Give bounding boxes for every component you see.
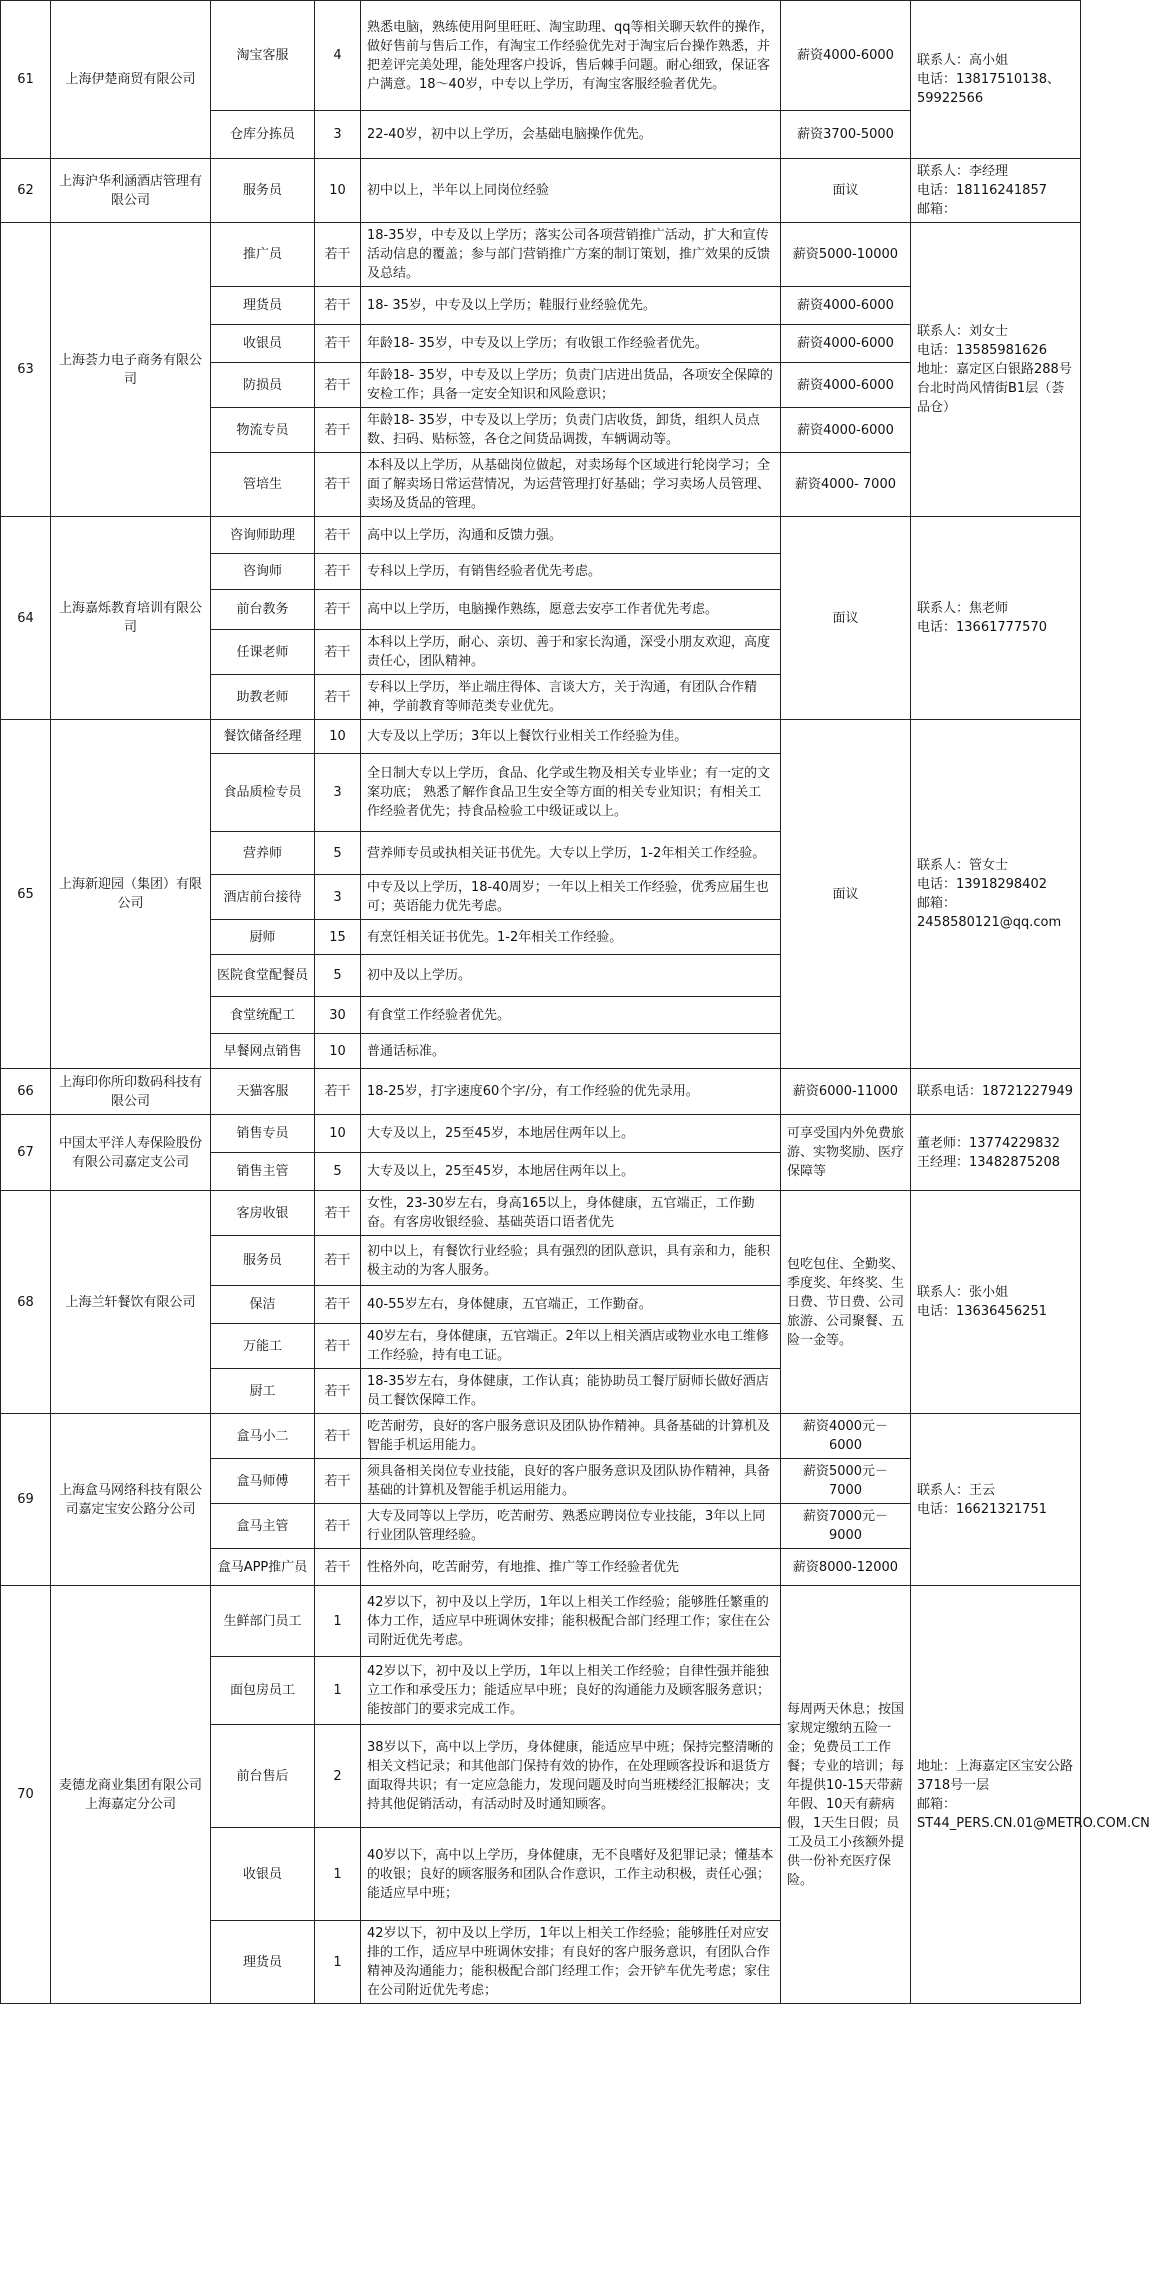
job-count: 若干 [315, 1414, 361, 1459]
company-benefits: 可享受国内外免费旅游、实物奖励、医疗保障等 [781, 1115, 911, 1191]
table-row [1, 223, 1081, 287]
job-count: 1 [315, 1657, 361, 1725]
job-count: 3 [315, 754, 361, 832]
job-count: 3 [315, 875, 361, 920]
job-count: 若干 [315, 1236, 361, 1286]
job-title: 营养师 [211, 832, 315, 875]
company-name: 上海印你所印数码科技有限公司 [51, 1069, 211, 1115]
table-row [1, 720, 1081, 754]
job-requirements: 大专及同等以上学历，吃苦耐劳、熟悉应聘岗位专业技能，3年以上同行业团队管理经验。 [361, 1504, 781, 1549]
job-count: 3 [315, 111, 361, 159]
job-title: 销售专员 [211, 1115, 315, 1153]
job-requirements: 本科以上学历，耐心、亲切、善于和家长沟通，深受小朋友欢迎，高度责任心，团队精神。 [361, 630, 781, 675]
job-salary: 面议 [781, 159, 911, 223]
job-count: 1 [315, 1921, 361, 2004]
job-title: 面包房员工 [211, 1657, 315, 1725]
job-count: 若干 [315, 675, 361, 720]
job-count: 5 [315, 1153, 361, 1191]
job-title: 厨工 [211, 1369, 315, 1414]
job-count: 若干 [315, 223, 361, 287]
table-row [1, 159, 1081, 223]
job-count: 30 [315, 997, 361, 1034]
job-count: 若干 [315, 453, 361, 517]
company-name: 上海嘉烁教育培训有限公司 [51, 517, 211, 720]
company-name: 中国太平洋人寿保险股份有限公司嘉定支公司 [51, 1115, 211, 1191]
job-requirements: 专科以上学历，有销售经验者优先考虑。 [361, 554, 781, 590]
job-requirements: 有烹饪相关证书优先。1-2年相关工作经验。 [361, 920, 781, 955]
job-title: 服务员 [211, 159, 315, 223]
job-title: 医院食堂配餐员 [211, 955, 315, 997]
job-title: 任课老师 [211, 630, 315, 675]
job-requirements: 年龄18- 35岁，中专及以上学历；负责门店收货，卸货，组织人员点数、扫码、贴标签，各仓之间货品调拨，车辆调动等。 [361, 408, 781, 453]
row-number: 67 [1, 1115, 51, 1191]
company-benefits: 每周两天休息；按国家规定缴纳五险一金；免费员工工作餐；专业的培训；每年提供10-15天带薪年假、10天有薪病假，1天生日假；员工及员工小孩额外提供一份补充医疗保险。 [781, 1586, 911, 2004]
row-number: 64 [1, 517, 51, 720]
job-requirements: 熟悉电脑，熟练使用阿里旺旺、淘宝助理、qq等相关聊天软件的操作，做好售前与售后工作，有淘宝工作经验优先对于淘宝后台操作熟悉，并把差评完美处理，能处理客户投诉，售后棘手问题。耐心细致，保证客户满意。18～40岁，中专以上学历，有淘宝客服经验者优先。 [361, 1, 781, 111]
job-requirements: 性格外向，吃苦耐劳，有地推、推广等工作经验者优先 [361, 1549, 781, 1586]
job-requirements: 初中及以上学历。 [361, 955, 781, 997]
job-title: 销售主管 [211, 1153, 315, 1191]
row-number: 65 [1, 720, 51, 1069]
job-title: 盒马小二 [211, 1414, 315, 1459]
company-contact: 地址：上海嘉定区宝安公路3718号一层 邮箱： ST44_PERS.CN.01@METRO.COM.CN [911, 1586, 1081, 2004]
job-count: 1 [315, 1586, 361, 1657]
job-salary: 薪资4000-6000 [781, 408, 911, 453]
table-row [1, 1586, 1081, 1657]
job-salary: 薪资3700-5000 [781, 111, 911, 159]
job-salary: 薪资4000-6000 [781, 325, 911, 363]
job-title: 盒马APP推广员 [211, 1549, 315, 1586]
job-title: 理货员 [211, 1921, 315, 2004]
job-requirements: 初中以上，半年以上同岗位经验 [361, 159, 781, 223]
job-requirements: 40岁以下，高中以上学历，身体健康，无不良嗜好及犯罪记录；懂基本的收银；良好的顾客服务和团队合作意识，工作主动积极，责任心强；能适应早中班； [361, 1828, 781, 1921]
job-requirements: 高中以上学历，沟通和反馈力强。 [361, 517, 781, 554]
row-number: 69 [1, 1414, 51, 1586]
job-count: 10 [315, 1115, 361, 1153]
job-salary: 薪资4000-6000 [781, 287, 911, 325]
company-contact: 联系人：张小姐 电话：13636456251 [911, 1191, 1081, 1414]
job-requirements: 大专及以上，25至45岁，本地居住两年以上。 [361, 1153, 781, 1191]
job-count: 若干 [315, 1459, 361, 1504]
job-title: 餐饮储备经理 [211, 720, 315, 754]
job-count: 若干 [315, 287, 361, 325]
company-name: 上海兰轩餐饮有限公司 [51, 1191, 211, 1414]
job-count: 若干 [315, 363, 361, 408]
company-name: 上海沪华利涵酒店管理有限公司 [51, 159, 211, 223]
job-title: 盒马师傅 [211, 1459, 315, 1504]
job-count: 若干 [315, 630, 361, 675]
company-salary: 面议 [781, 720, 911, 1069]
job-count: 若干 [315, 1549, 361, 1586]
table-row [1, 1414, 1081, 1459]
job-requirements: 18-35岁左右，身体健康，工作认真；能协助员工餐厅厨师长做好酒店员工餐饮保障工作。 [361, 1369, 781, 1414]
job-requirements: 普通话标准。 [361, 1034, 781, 1069]
company-salary: 面议 [781, 517, 911, 720]
job-requirements: 42岁以下，初中及以上学历，1年以上相关工作经验；自律性强并能独立工作和承受压力；能适应早中班；良好的沟通能力及顾客服务意识；能按部门的要求完成工作。 [361, 1657, 781, 1725]
job-requirements: 年龄18- 35岁，中专及以上学历；有收银工作经验者优先。 [361, 325, 781, 363]
row-number: 63 [1, 223, 51, 517]
company-name: 上海新迎园（集团）有限公司 [51, 720, 211, 1069]
job-requirements: 专科以上学历，举止端庄得体、言谈大方，关于沟通，有团队合作精神，学前教育等师范类专业优先。 [361, 675, 781, 720]
job-title: 服务员 [211, 1236, 315, 1286]
job-salary: 薪资5000-10000 [781, 223, 911, 287]
job-title: 咨询师 [211, 554, 315, 590]
job-count: 若干 [315, 590, 361, 630]
table-row [1, 1115, 1081, 1153]
job-title: 仓库分拣员 [211, 111, 315, 159]
job-count: 10 [315, 720, 361, 754]
job-salary: 薪资4000-6000 [781, 363, 911, 408]
row-number: 68 [1, 1191, 51, 1414]
job-count: 15 [315, 920, 361, 955]
company-contact: 联系人：高小姐 电话：13817510138、59922566 [911, 1, 1081, 159]
job-count: 5 [315, 832, 361, 875]
job-count: 1 [315, 1828, 361, 1921]
job-title: 前台售后 [211, 1725, 315, 1828]
company-name: 上海盒马网络科技有限公司嘉定宝安公路分公司 [51, 1414, 211, 1586]
job-requirements: 42岁以下，初中及以上学历，1年以上相关工作经验；能够胜任繁重的体力工作，适应早中班调休安排；能积极配合部门经理工作；家住在公司附近优先考虑。 [361, 1586, 781, 1657]
company-contact: 联系人：刘女士 电话：13585981626 地址：嘉定区白银路288号台北时尚风情街B1层（荟品仓） [911, 223, 1081, 517]
row-number: 66 [1, 1069, 51, 1115]
row-number: 61 [1, 1, 51, 159]
job-title: 防损员 [211, 363, 315, 408]
row-number: 70 [1, 1586, 51, 2004]
job-requirements: 女性，23-30岁左右，身高165以上，身体健康，五官端正，工作勤奋。有客房收银经验、基础英语口语者优先 [361, 1191, 781, 1236]
job-title: 物流专员 [211, 408, 315, 453]
job-salary: 薪资4000元－6000 [781, 1414, 911, 1459]
company-benefits: 包吃包住、全勤奖、季度奖、年终奖、生日费、节日费、公司旅游、公司聚餐、五险一金等。 [781, 1191, 911, 1414]
job-requirements: 中专及以上学历，18-40周岁；一年以上相关工作经验，优秀应届生也可；英语能力优先考虑。 [361, 875, 781, 920]
job-count: 若干 [315, 1069, 361, 1115]
company-contact: 董老师：13774229832 王经理：13482875208 [911, 1115, 1081, 1191]
job-requirements: 大专及以上学历；3年以上餐饮行业相关工作经验为佳。 [361, 720, 781, 754]
job-requirements: 40岁左右，身体健康，五官端正。2年以上相关酒店或物业水电工维修工作经验，持有电工证。 [361, 1324, 781, 1369]
job-count: 10 [315, 159, 361, 223]
table-row [1, 517, 1081, 554]
job-requirements: 须具备相关岗位专业技能，良好的客户服务意识及团队协作精神，具备基础的计算机及智能手机运用能力。 [361, 1459, 781, 1504]
company-contact: 联系电话：18721227949 [911, 1069, 1081, 1115]
job-count: 若干 [315, 325, 361, 363]
job-requirements: 有食堂工作经验者优先。 [361, 997, 781, 1034]
job-count: 5 [315, 955, 361, 997]
job-count: 若干 [315, 408, 361, 453]
company-contact: 联系人：焦老师 电话：13661777570 [911, 517, 1081, 720]
job-title: 酒店前台接待 [211, 875, 315, 920]
job-requirements: 大专及以上，25至45岁，本地居住两年以上。 [361, 1115, 781, 1153]
job-requirements: 本科及以上学历，从基础岗位做起，对卖场每个区域进行轮岗学习；全面了解卖场日常运营情况，为运营管理打好基础；学习卖场人员管理、卖场及货品的管理。 [361, 453, 781, 517]
job-count: 若干 [315, 1369, 361, 1414]
job-salary: 薪资5000元－7000 [781, 1459, 911, 1504]
job-title: 前台教务 [211, 590, 315, 630]
job-title: 早餐网点销售 [211, 1034, 315, 1069]
job-count: 若干 [315, 1191, 361, 1236]
table-row [1, 1, 1081, 111]
job-title: 收银员 [211, 325, 315, 363]
job-requirements: 吃苦耐劳，良好的客户服务意识及团队协作精神。具备基础的计算机及智能手机运用能力。 [361, 1414, 781, 1459]
table-row [1, 1069, 1081, 1115]
job-requirements: 42岁以下，初中及以上学历，1年以上相关工作经验；能够胜任对应安排的工作，适应早中班调休安排；有良好的客户服务意识，有团队合作精神及沟通能力；能积极配合部门经理工作；会开铲车优先考虑；家住在公司附近优先考虑； [361, 1921, 781, 2004]
job-title: 淘宝客服 [211, 1, 315, 111]
company-contact: 联系人：管女士 电话：13918298402 邮箱： 2458580121@qq.com [911, 720, 1081, 1069]
company-contact: 联系人：王云 电话：16621321751 [911, 1414, 1081, 1586]
job-salary: 薪资7000元－9000 [781, 1504, 911, 1549]
job-requirements: 年龄18- 35岁，中专及以上学历；负责门店进出货品，各项安全保障的安检工作；具备一定安全知识和风险意识； [361, 363, 781, 408]
job-title: 厨师 [211, 920, 315, 955]
job-count: 若干 [315, 1504, 361, 1549]
job-title: 推广员 [211, 223, 315, 287]
job-title: 食堂统配工 [211, 997, 315, 1034]
job-title: 万能工 [211, 1324, 315, 1369]
job-title: 咨询师助理 [211, 517, 315, 554]
job-salary: 薪资4000- 7000 [781, 453, 911, 517]
job-title: 保洁 [211, 1286, 315, 1324]
job-title: 收银员 [211, 1828, 315, 1921]
job-requirements: 40-55岁左右，身体健康，五官端正，工作勤奋。 [361, 1286, 781, 1324]
job-title: 天猫客服 [211, 1069, 315, 1115]
job-title: 助教老师 [211, 675, 315, 720]
job-title: 生鲜部门员工 [211, 1586, 315, 1657]
job-requirements: 初中以上，有餐饮行业经验；具有强烈的团队意识，具有亲和力，能积极主动的为客人服务。 [361, 1236, 781, 1286]
job-requirements: 22-40岁，初中以上学历，会基础电脑操作优先。 [361, 111, 781, 159]
job-requirements: 18-35岁，中专及以上学历；落实公司各项营销推广活动，扩大和宣传活动信息的覆盖；参与部门营销推广方案的制订策划，推广效果的反馈及总结。 [361, 223, 781, 287]
job-title: 食品质检专员 [211, 754, 315, 832]
job-requirements: 18-25岁，打字速度60个字/分，有工作经验的优先录用。 [361, 1069, 781, 1115]
job-title: 客房收银 [211, 1191, 315, 1236]
job-requirements: 营养师专员或执相关证书优先。大专以上学历，1-2年相关工作经验。 [361, 832, 781, 875]
job-count: 若干 [315, 1324, 361, 1369]
job-requirements: 38岁以下，高中以上学历，身体健康，能适应早中班；保持完整清晰的相关文档记录；和其他部门保持有效的协作，在处理顾客投诉和退货方面取得共识；有一定应急能力，发现问题及时向当班楼经汇报解决；支持其他促销活动，有活动时及时通知顾客。 [361, 1725, 781, 1828]
job-count: 2 [315, 1725, 361, 1828]
job-title: 理货员 [211, 287, 315, 325]
job-title: 管培生 [211, 453, 315, 517]
job-salary: 薪资6000-11000 [781, 1069, 911, 1115]
row-number: 62 [1, 159, 51, 223]
company-name: 上海荟力电子商务有限公司 [51, 223, 211, 517]
job-count: 若干 [315, 554, 361, 590]
company-name: 麦德龙商业集团有限公司上海嘉定分公司 [51, 1586, 211, 2004]
job-salary: 薪资8000-12000 [781, 1549, 911, 1586]
job-count: 10 [315, 1034, 361, 1069]
job-title: 盒马主管 [211, 1504, 315, 1549]
company-contact: 联系人：李经理 电话：18116241857 邮箱： [911, 159, 1081, 223]
job-requirements: 全日制大专以上学历，食品、化学或生物及相关专业毕业；有一定的文案功底； 熟悉了解作食品卫生安全等方面的相关专业知识；有相关工作经验者优先；持食品检验工中级证或以上。 [361, 754, 781, 832]
job-count: 若干 [315, 1286, 361, 1324]
company-name: 上海伊楚商贸有限公司 [51, 1, 211, 159]
job-count: 4 [315, 1, 361, 111]
table-row [1, 1191, 1081, 1236]
job-requirements: 18- 35岁，中专及以上学历；鞋服行业经验优先。 [361, 287, 781, 325]
job-salary: 薪资4000-6000 [781, 1, 911, 111]
job-requirements: 高中以上学历，电脑操作熟练，愿意去安亭工作者优先考虑。 [361, 590, 781, 630]
job-count: 若干 [315, 517, 361, 554]
